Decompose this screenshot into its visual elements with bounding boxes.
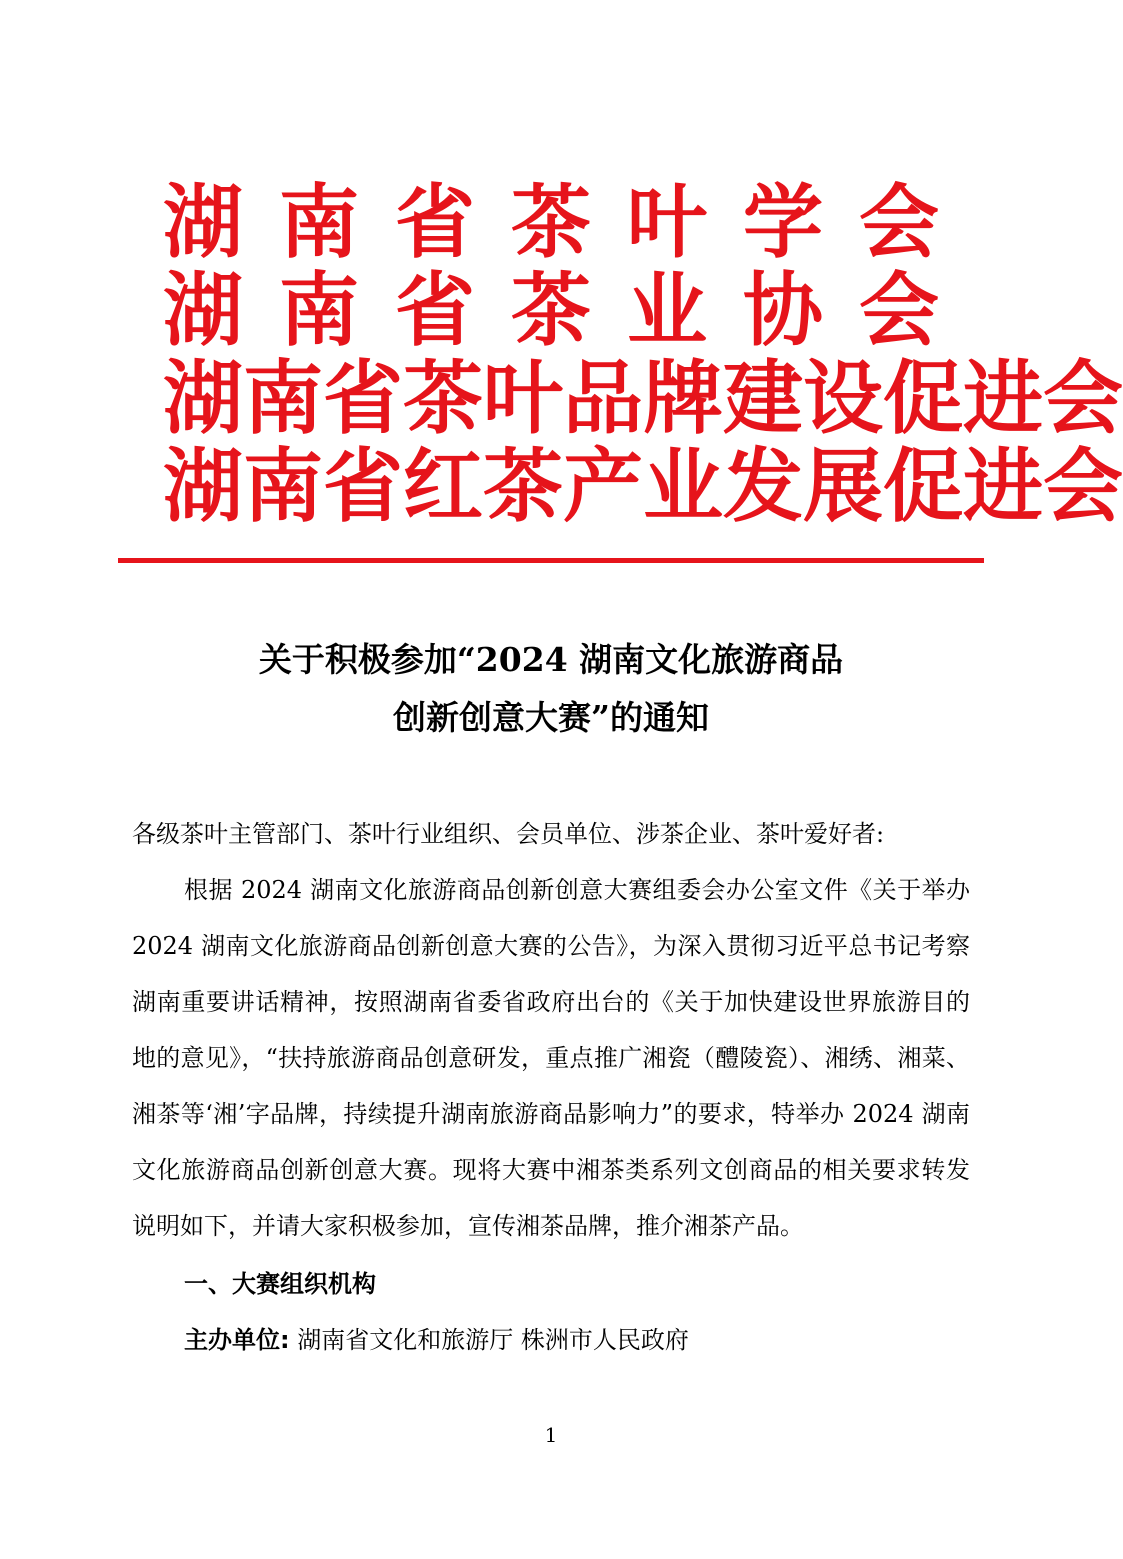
org-char: 湖: [163, 263, 243, 357]
org-char: 湖: [163, 175, 243, 269]
org-char: 进: [963, 351, 1043, 445]
org-char: 业: [627, 263, 707, 357]
document-title-line-2: 创新创意大赛”的通知: [393, 698, 709, 737]
org-char: 会: [859, 263, 939, 357]
document-title-line-1: 关于积极参加“2024 湖南文化旅游商品: [258, 640, 844, 679]
org-name-tea-science-society: [163, 175, 939, 269]
org-char: 湖: [163, 439, 243, 533]
org-char: 南: [279, 263, 359, 357]
org-char: 协: [743, 263, 823, 357]
paragraph-1: 根据 2024 湖南文化旅游商品创新创意大赛组委会办公室文件《关于举办 2024 湖南文化旅游商品创新创意大赛的公告》，为深入贯彻习近平总书记考察湖南重要讲话精神，按照湖南省委省政府出台的《关于加快建设世界旅游目的地的意见》，“扶持旅游商品创意研发，重点推广湘瓷（醴陵瓷）、湘绣、湘菜、湘茶等‘湘’字品牌，持续提升湖南旅游商品影响力”的要求，特举办 2024 湖南文化旅游商品创新创意大赛。现将大赛中湘茶类系列文创商品的相关要求转发说明如下，并请大家积极参加，宣传湘茶品牌，推介湘茶产品。: [132, 876, 970, 1240]
host-value: 湖南省文化和旅游厅 株洲市人民政府: [297, 1326, 689, 1354]
org-char: 促: [883, 351, 963, 445]
page-number: 1: [544, 1423, 558, 1447]
org-char: 展: [803, 439, 883, 533]
org-char: 会: [1043, 351, 1123, 445]
org-name-black-tea-council: [163, 439, 1123, 533]
org-char: 茶: [483, 439, 563, 533]
salutation: 各级茶叶主管部门、茶叶行业组织、会员单位、涉茶企业、茶叶爱好者:: [132, 820, 885, 848]
org-char: 茶: [403, 351, 483, 445]
org-char: 学: [743, 175, 823, 269]
org-char: 南: [243, 439, 323, 533]
org-char: 进: [963, 439, 1043, 533]
org-char: 牌: [643, 351, 723, 445]
org-char: 产: [563, 439, 643, 533]
org-char: 省: [323, 351, 403, 445]
org-name-tea-industry-association: [163, 263, 939, 357]
org-char: 南: [279, 175, 359, 269]
org-char: 会: [859, 175, 939, 269]
org-char: 会: [1043, 439, 1123, 533]
org-char: 品: [563, 351, 643, 445]
masthead-red-divider: [118, 558, 984, 563]
org-name-tea-brand-council: [163, 351, 1123, 445]
org-char: 建: [723, 351, 803, 445]
org-char: 业: [643, 439, 723, 533]
host-organization-line: [132, 1312, 970, 1368]
org-char: 省: [395, 175, 475, 269]
org-char: 叶: [627, 175, 707, 269]
host-label: 主办单位:: [184, 1326, 290, 1354]
org-char: 发: [723, 439, 803, 533]
document-body: [132, 806, 970, 1368]
masthead: [163, 175, 1123, 533]
org-char: 省: [395, 263, 475, 357]
org-char: 设: [803, 351, 883, 445]
org-char: 省: [323, 439, 403, 533]
org-char: 红: [403, 439, 483, 533]
org-char: 促: [883, 439, 963, 533]
org-char: 茶: [511, 263, 591, 357]
org-char: 南: [243, 351, 323, 445]
org-char: 叶: [483, 351, 563, 445]
org-char: 湖: [163, 351, 243, 445]
section-1-heading: 一、大赛组织机构: [184, 1270, 376, 1298]
org-char: 茶: [511, 175, 591, 269]
